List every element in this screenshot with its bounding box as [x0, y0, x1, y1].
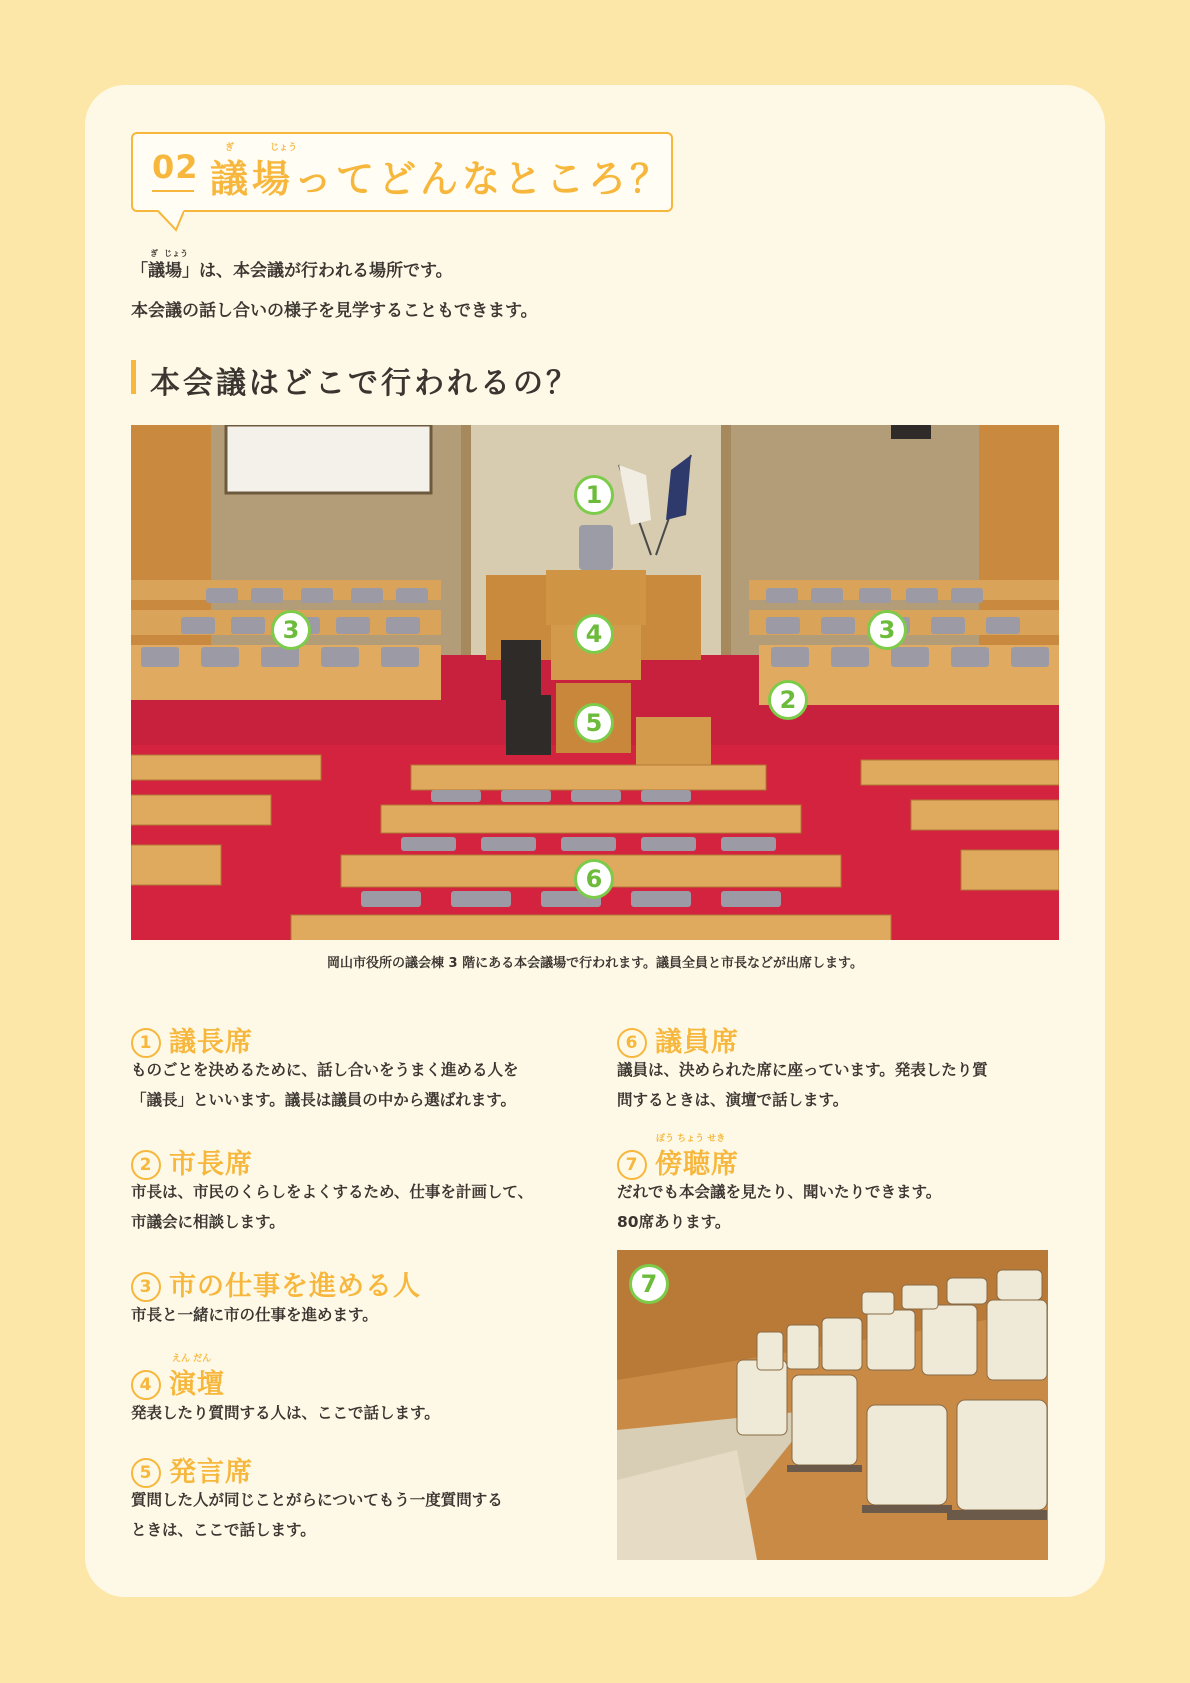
- marker-3-left: 3: [271, 610, 311, 650]
- item-1-heading: 1 議長席: [131, 1020, 253, 1059]
- speech-tail-icon: [158, 210, 184, 232]
- marker-4: 4: [574, 614, 614, 654]
- item-6-line-1: 議員は、決められた席に座っています。発表したり質: [617, 1061, 988, 1079]
- section-number-underline: [152, 190, 194, 192]
- intro-line-2: 本会議の話し合いの様子を見学することもできます。: [131, 301, 538, 321]
- item-7-heading: 7 傍聴席: [617, 1142, 739, 1181]
- item-5-heading: 5 発言席: [131, 1450, 253, 1489]
- item-1-line-2: 「議長」といいます。議長は議員の中から選ばれます。: [131, 1091, 517, 1109]
- marker-6: 6: [574, 859, 614, 899]
- item-7-line-2: 80席あります。: [617, 1213, 731, 1231]
- marker-3-right: 3: [867, 610, 907, 650]
- page-title: 議場ってどんなところ？: [210, 157, 673, 201]
- item-4-line-1: 発表したり質問する人は、ここで話します。: [131, 1404, 440, 1422]
- marker-1: 1: [574, 475, 614, 515]
- ruby-jou: じょう: [270, 143, 298, 153]
- section-number: 02: [152, 148, 199, 186]
- gallery-seats-photo: [617, 1250, 1048, 1560]
- item-6-line-2: 問するときは、演壇で話します。: [617, 1091, 849, 1109]
- item-2-line-2: 市議会に相談します。: [131, 1213, 285, 1231]
- item-3-line-1: 市長と一緒に市の仕事を進めます。: [131, 1306, 378, 1324]
- photo-caption: 岡山市役所の議会棟 3 階にある本会議場で行われます。議員全員と市長などが出席します。: [326, 956, 864, 971]
- marker-5: 5: [574, 703, 614, 743]
- assembly-hall-photo: [131, 425, 1059, 940]
- item-4-heading: 4 演壇: [131, 1362, 225, 1401]
- item-1-line-1: ものごとを決めるために、話し合いをうまく進める人を: [131, 1061, 519, 1079]
- marker-7: 7: [629, 1264, 669, 1304]
- item-4-ruby: えん だん: [172, 1354, 212, 1364]
- intro-ruby-gi: ぎ: [150, 249, 158, 258]
- section-heading: 本会議はどこで行われるの？: [150, 366, 579, 401]
- intro-line-1: 「議場」は、本会議が行われる場所です。: [131, 261, 453, 281]
- item-2-line-1: 市長は、市民のくらしをよくするため、仕事を計画して、: [131, 1183, 534, 1201]
- item-5-line-2: ときは、ここで話します。: [131, 1521, 316, 1539]
- item-3-heading: 3 市の仕事を進める人: [131, 1264, 421, 1303]
- item-6-heading: 6 議員席: [617, 1020, 739, 1059]
- section-heading-bar: [131, 360, 136, 394]
- intro-ruby-jou: じょう: [164, 249, 188, 258]
- item-7-line-1: だれでも本会議を見たり、聞いたりできます。: [617, 1183, 942, 1201]
- item-2-heading: 2 市長席: [131, 1142, 253, 1181]
- item-7-ruby: ぼう ちょう せき: [656, 1134, 726, 1144]
- item-5-line-1: 質問した人が同じことがらについてもう一度質問する: [131, 1491, 503, 1509]
- ruby-gi: ぎ: [225, 143, 235, 153]
- marker-2: 2: [768, 680, 808, 720]
